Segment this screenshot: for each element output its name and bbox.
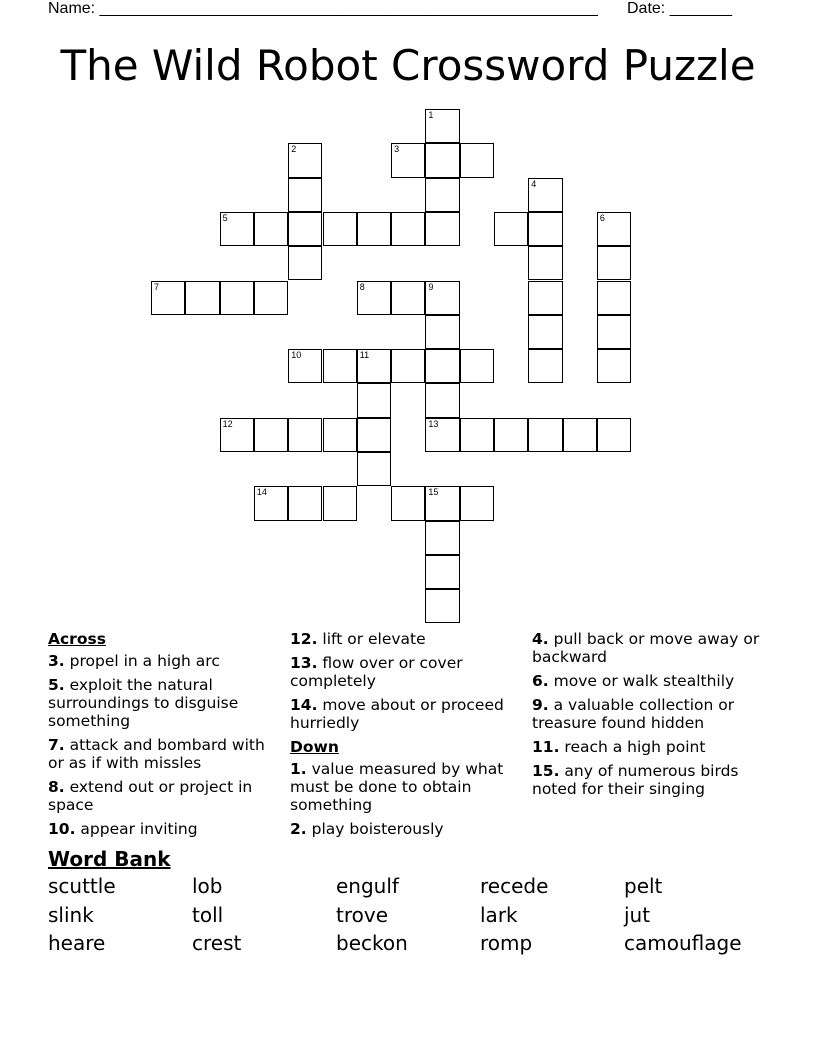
grid-cell[interactable] [254, 486, 288, 520]
word-bank-word: engulf [336, 874, 399, 898]
word-bank-word: beckon [336, 931, 408, 955]
clue-down-1: 1. value measured by what must be done to obtain something [290, 760, 504, 814]
grid-cell[interactable] [460, 349, 494, 383]
grid-cell[interactable] [425, 418, 459, 452]
grid-cell[interactable] [563, 418, 597, 452]
grid-cell[interactable] [323, 418, 357, 452]
cell-number: 10 [291, 350, 302, 361]
grid-cell[interactable] [357, 418, 391, 452]
word-bank-word: pelt [624, 874, 663, 898]
grid-cell[interactable] [425, 178, 459, 212]
grid-cell[interactable] [254, 212, 288, 246]
grid-cell[interactable] [391, 281, 425, 315]
grid-cell[interactable] [288, 246, 322, 280]
clue-column-3 [532, 630, 764, 804]
clue-across-14: 14. move about or proceed hurriedly [290, 696, 504, 732]
grid-cell[interactable] [425, 383, 459, 417]
down-heading: Down [290, 738, 339, 756]
grid-cell[interactable] [460, 143, 494, 177]
word-bank-grid [48, 872, 768, 962]
clue-down-2: 2. play boisterously [290, 820, 444, 838]
grid-cell[interactable] [425, 349, 459, 383]
word-bank-word: lob [192, 874, 223, 898]
word-bank-word: toll [192, 902, 224, 927]
grid-cell[interactable] [460, 486, 494, 520]
word-bank-word: camouflage [624, 931, 742, 955]
cell-number: 9 [428, 281, 434, 292]
grid-cell[interactable] [528, 212, 562, 246]
grid-cell[interactable] [528, 349, 562, 383]
grid-cell[interactable] [323, 486, 357, 520]
word-bank-word: jut [624, 902, 651, 927]
cell-number: 7 [154, 281, 160, 292]
clue-down-9: 9. a valuable collection or treasure found hidden [532, 696, 735, 732]
clue-across-13: 13. flow over or cover completely [290, 654, 463, 690]
grid-cell[interactable] [323, 212, 357, 246]
date-field[interactable]: Date: _______ [627, 0, 732, 17]
clue-across-7: 7. attack and bombard with or as if with missles [48, 736, 265, 772]
grid-cell[interactable] [425, 109, 459, 143]
clue-across-8: 8. extend out or project in space [48, 778, 253, 814]
cell-number: 3 [394, 144, 400, 155]
grid-cell[interactable] [357, 212, 391, 246]
grid-cell[interactable] [220, 418, 254, 452]
clue-across-10: 10. appear inviting [48, 820, 198, 838]
cell-number: 6 [599, 212, 605, 223]
clue-down-4: 4. pull back or move away or backward [532, 630, 760, 666]
grid-cell[interactable] [357, 383, 391, 417]
clue-down-15: 15. any of numerous birds noted for their singing [532, 762, 739, 798]
cell-number: 8 [359, 281, 365, 292]
grid-cell[interactable] [528, 315, 562, 349]
name-field[interactable]: Name: ________________________________________________________ [48, 0, 598, 17]
word-bank-word: romp [480, 931, 533, 955]
grid-cell[interactable] [597, 315, 631, 349]
word-bank-word: heare [48, 931, 106, 955]
grid-cell[interactable] [254, 281, 288, 315]
word-bank-word: crest [192, 931, 242, 955]
cell-number: 14 [256, 487, 267, 498]
grid-cell[interactable] [425, 589, 459, 623]
grid-cell[interactable] [597, 349, 631, 383]
grid-cell[interactable] [323, 349, 357, 383]
grid-cell[interactable] [597, 281, 631, 315]
clue-across-5: 5. exploit the natural surroundings to disguise something [48, 676, 239, 730]
grid-cell[interactable] [425, 521, 459, 555]
grid-cell[interactable] [288, 418, 322, 452]
grid-cell[interactable] [528, 246, 562, 280]
grid-cell[interactable] [391, 486, 425, 520]
grid-cell[interactable] [528, 418, 562, 452]
cell-number: 12 [222, 418, 233, 429]
word-bank-word: slink [48, 902, 94, 927]
grid-cell[interactable] [494, 418, 528, 452]
grid-cell[interactable] [391, 212, 425, 246]
cell-number: 15 [428, 487, 439, 498]
grid-cell[interactable] [357, 452, 391, 486]
grid-cell[interactable] [425, 555, 459, 589]
grid-cell[interactable] [425, 143, 459, 177]
grid-cell[interactable] [220, 212, 254, 246]
grid-cell[interactable] [460, 418, 494, 452]
grid-cell[interactable] [357, 349, 391, 383]
grid-cell[interactable] [151, 281, 185, 315]
grid-cell[interactable] [391, 143, 425, 177]
grid-cell[interactable] [528, 281, 562, 315]
grid-cell[interactable] [391, 349, 425, 383]
grid-cell[interactable] [254, 418, 288, 452]
grid-cell[interactable] [597, 212, 631, 246]
grid-cell[interactable] [220, 281, 254, 315]
word-bank-word: recede [480, 874, 549, 898]
cell-number: 1 [428, 110, 434, 120]
cell-number: 5 [222, 212, 228, 223]
grid-cell[interactable] [425, 281, 459, 315]
grid-cell[interactable] [357, 281, 391, 315]
grid-cell[interactable] [288, 212, 322, 246]
word-bank-word: trove [336, 902, 389, 927]
cell-number: 4 [531, 178, 537, 189]
clue-down-11: 11. reach a high point [532, 738, 706, 756]
grid-cell[interactable] [288, 143, 322, 177]
cell-number: 11 [359, 350, 370, 361]
word-bank-word: lark [480, 902, 518, 927]
word-bank-title: Word Bank [48, 847, 171, 871]
word-bank [48, 846, 768, 962]
grid-cell[interactable] [597, 246, 631, 280]
grid-cell[interactable] [288, 349, 322, 383]
grid-cell[interactable] [288, 178, 322, 212]
grid-cell[interactable] [494, 212, 528, 246]
clue-column-1 [48, 630, 280, 844]
grid-cell[interactable] [185, 281, 219, 315]
clue-across-3: 3. propel in a high arc [48, 652, 220, 670]
cell-number: 13 [428, 418, 439, 429]
clue-down-6: 6. move or walk stealthily [532, 672, 735, 690]
page-title: The Wild Robot Crossword Puzzle [60, 41, 756, 90]
clue-across-12: 12. lift or elevate [290, 630, 426, 648]
grid-cell[interactable] [597, 418, 631, 452]
grid-cell[interactable] [288, 486, 322, 520]
cell-number: 2 [291, 144, 297, 155]
across-heading: Across [48, 630, 106, 648]
grid-cell[interactable] [425, 486, 459, 520]
word-bank-word: scuttle [48, 874, 116, 898]
grid-cell[interactable] [425, 212, 459, 246]
grid-cell[interactable] [425, 315, 459, 349]
grid-cell[interactable] [528, 178, 562, 212]
clue-column-2 [290, 630, 522, 844]
